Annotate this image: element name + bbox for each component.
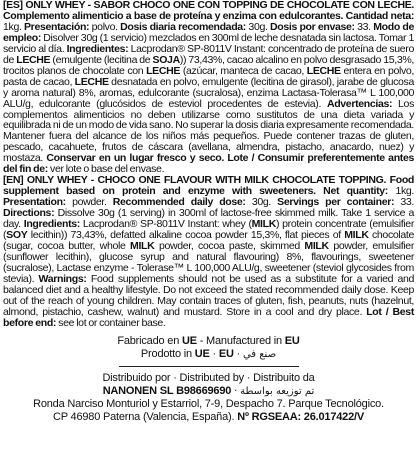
en-dose-label: Recommended daily dose: <box>112 196 246 209</box>
es-allergen-leche-4: LECHE <box>74 75 109 88</box>
en-ingredients-text-6: powder, emulsifier (sunflower lecithin), glucose syrup and natural flavouring) 8%, flavourings, sweetener (sucralose), Lactase enzyme - Tolerase™ L 100,000 ALU/g, sweetener (steviol glycosides from stevia). <box>3 239 414 285</box>
distributor-address: Ronda Narciso Monturiol y Estarriol, 7-9, Despacho 7. Parque Tecnológico. <box>33 397 384 410</box>
en-allergen-milk-2: MILK <box>344 229 369 242</box>
es-usage-text: Disolver 30g (1 servicio) mezclados en 300ml de leche desnatada sin lactosa. Tomar 1 servicio al día. <box>3 31 414 55</box>
en-servings-label: Servings per container: <box>277 196 395 209</box>
es-presentation-value: polvo. <box>89 20 121 33</box>
es-storage-label: Conservar en un lugar fresco y seco. Lote / Consumir preferentemente antes del fin de: <box>3 152 414 176</box>
company-name: NANONEN SL B98669690 <box>102 384 232 397</box>
es-servings-label: Dosis por envase: <box>270 20 355 33</box>
en-ingredients-text-1: Lacprodan® SP-8011V Instant: whey ( <box>79 218 252 231</box>
distributor-arabic: · تم توزيعه بواسطة <box>231 385 315 397</box>
en-lot-text: see lot or container base. <box>56 316 166 329</box>
es-servings-value: 33. <box>354 20 374 33</box>
made-in-line-2: Prodotto in UE · EU · صنع في <box>140 347 277 360</box>
en-allergen-soy: SOY <box>6 229 28 242</box>
origin-block <box>3 335 414 361</box>
divider <box>119 366 299 367</box>
en-presentation-value: powder. <box>65 196 113 209</box>
es-ingredients-text-1: Lacprodan® SP-8011V Instant: concentrado de proteína de suero de <box>3 42 414 66</box>
es-storage-text: ver lote o base del envase. <box>47 163 165 176</box>
en-allergen-milk-4: MILK <box>304 239 329 252</box>
made-in-arabic: صنع في <box>242 348 277 360</box>
en-directions-label: Directions: <box>3 207 55 220</box>
en-ingredients-text-3: lecithin)) 73,43%, defatted alkaline cocoa powder 15,3%, flat pieces of <box>27 229 345 242</box>
es-ingredients-text-2: (emulgente (lecitina de <box>50 53 153 66</box>
made-in-line-1: Fabricado en UE - Manufactured in EU <box>117 334 300 347</box>
en-presentation-label: Presentation: <box>3 196 66 209</box>
distributor-block <box>3 372 414 424</box>
en-warnings-text: Food supplements should not be used as a substitute for a varied and balanced diet and a healthy lifestyle. Do not exceed the stated recommended daily dose. Keep out of the reach of young children. May contain traces of gluten, fish, peanuts, nuts (hazelnut, almond, pistachio, cashew, walnut) and mustard. Store in a cool and dry place. <box>3 272 414 318</box>
distributor-line-4: CP 46980 Paterna (Valencia, España). Nº RGSEAA: 26.017422/V <box>52 410 364 423</box>
en-ingredients-label: Ingredients: <box>23 218 80 231</box>
es-allergen-leche-2: LECHE <box>146 64 181 77</box>
en-ingredients-text-2: ) protein concentrate (emulsifier ( <box>3 218 414 242</box>
en-warnings-label: Warnings: <box>38 272 87 285</box>
english-section <box>3 175 414 328</box>
es-description: Complemento alimenticio a base de proteína y enzima con edulcorantes. Cantidad neta: <box>3 9 414 22</box>
es-allergen-soja: SOJA <box>152 53 180 66</box>
es-net-quantity: 1kg. <box>3 20 24 33</box>
en-allergen-milk-3: MILK <box>130 239 155 252</box>
es-ingredients-text-4: (azúcar, manteca de cacao, <box>180 64 307 77</box>
en-directions-text: Dissolve 30g (1 serving) in 300ml of lactose-free skimmed milk. Take 1 service a day. <box>3 207 414 231</box>
spanish-section <box>3 0 414 175</box>
es-presentation-label: Presentación: <box>24 20 90 33</box>
en-ingredients-text-4: chocolate (sugar, cocoa butter, whole <box>3 229 414 252</box>
es-allergen-leche-3: LECHE <box>306 64 341 77</box>
registry-number: Nº RGSEAA: 26.017422/V <box>237 410 364 423</box>
en-servings-value: 33. <box>394 196 414 209</box>
en-dose-value: 30g. <box>245 196 278 209</box>
es-dose-value: 30g. <box>245 20 271 33</box>
en-lot-label: Lot / Best before end: <box>3 305 414 329</box>
es-warnings-text: Los complementos alimenticios no deben utilizarse como sustitutos de una dieta variada y equilibrada ni de un modo de vida sano. No superar la dosis diaria expresamente recomendada. Mantener fuera del alcance de los niños más pequeños. Puede contener trazas de gluten, pescado, cacahuete, frutos de cáscara (avellana, almendra, pistacho, anacardo, nuez) y mostaza. <box>3 97 414 165</box>
es-ingredients-label: Ingredientes: <box>66 42 129 55</box>
en-net-quantity: 1kg. <box>387 185 414 198</box>
es-ingredients-text-6: desnatada en polvo, emulgente (lecitina de girasol), jarabe de glucosa y aroma natural) 8%, aromas, edulcorante (sucralosa), enzima Lactasa-Tolerasa™ L 100,000 ALU/g, edulcorante (glucósidos de esteviol procedentes de estevia). <box>3 75 414 110</box>
es-title: [ES] ONLY WHEY - SABOR CHOCO ONE CON TOPPING DE CHOCOLATE CON LECHE. <box>3 0 414 11</box>
es-warnings-label: Advertencias: <box>326 97 393 110</box>
en-ingredients-text-5: powder, cocoa paste, skimmed <box>154 239 305 252</box>
es-dose-label: Dosis diaria recomendada: <box>120 20 246 33</box>
distributor-line-1: Distribuido por · Distributed by · Distribuito da <box>102 371 315 384</box>
es-allergen-leche-1: LECHE <box>16 53 51 66</box>
es-ingredients-text-3: )) 73,43%, cacao alcalino en polvo desgrasado 15,3%, trocitos planos de chocolate con <box>3 53 414 77</box>
es-usage-label: Modo de empleo: <box>3 20 414 44</box>
en-title: [EN] ONLY WHEY - CHOCO ONE FLAVOUR WITH MILK CHOCOLATE TOPPING. Food supplement based on protein and enzyme with sweeteners. Net quantity: <box>3 174 414 198</box>
es-ingredients-text-5: entera en polvo, pasta de cacao, <box>3 64 414 88</box>
en-allergen-milk-1: MILK <box>251 218 277 231</box>
distributor-line-2 <box>3 385 414 398</box>
